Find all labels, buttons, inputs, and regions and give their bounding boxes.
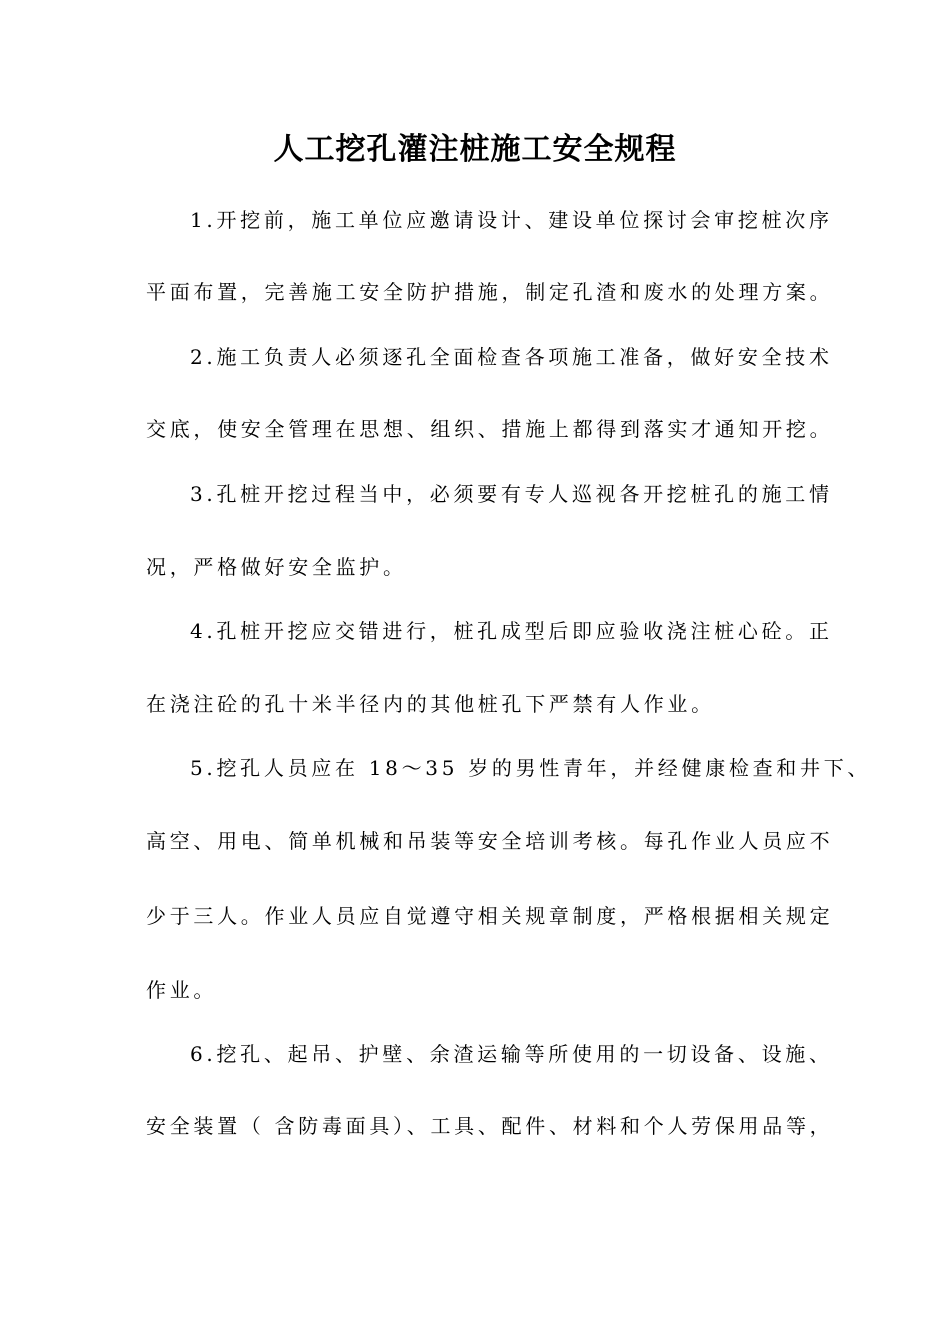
paragraph-5-line-4: 作业。 <box>146 978 218 1002</box>
paragraph-5-line-3: 少于三人。作业人员应自觉遵守相关规章制度，严格根据相关规定 <box>146 904 834 928</box>
paragraph-1-line-1: 1.开挖前，施工单位应邀请设计、建设单位探讨会审挖桩次序 <box>190 208 833 232</box>
paragraph-2-line-1: 2.施工负责人必须逐孔全面检查各项施工准备，做好安全技术 <box>190 345 833 369</box>
paragraph-3-line-2: 况，严格做好安全监护。 <box>146 555 407 579</box>
paragraph-5-line-2: 高空、用电、简单机械和吊装等安全培训考核。每孔作业人员应不 <box>146 829 834 853</box>
paragraph-5-line-1: 5.挖孔人员应在 18～35 岁的男性青年，并经健康检查和井下、 <box>190 756 872 780</box>
paragraph-6-line-2: 安全装置（ 含防毒面具）、工具、配件、材料和个人劳保用品等， <box>146 1114 834 1138</box>
paragraph-2-line-2: 交底，使安全管理在思想、组织、措施上都得到落实才通知开挖。 <box>146 417 834 441</box>
paragraph-6-line-1: 6.挖孔、起吊、护壁、余渣运输等所使用的一切设备、设施、 <box>190 1042 833 1066</box>
paragraph-4-line-1: 4.孔桩开挖应交错进行，桩孔成型后即应验收浇注桩心砼。正 <box>190 619 833 643</box>
paragraph-4-line-2: 在浇注砼的孔十米半径内的其他桩孔下严禁有人作业。 <box>146 692 715 716</box>
document-title: 人工挖孔灌注桩施工安全规程 <box>273 132 677 167</box>
paragraph-3-line-1: 3.孔桩开挖过程当中，必须要有专人巡视各开挖桩孔的施工情 <box>190 482 833 506</box>
paragraph-1-line-2: 平面布置，完善施工安全防护措施，制定孔渣和废水的处理方案。 <box>146 280 834 304</box>
